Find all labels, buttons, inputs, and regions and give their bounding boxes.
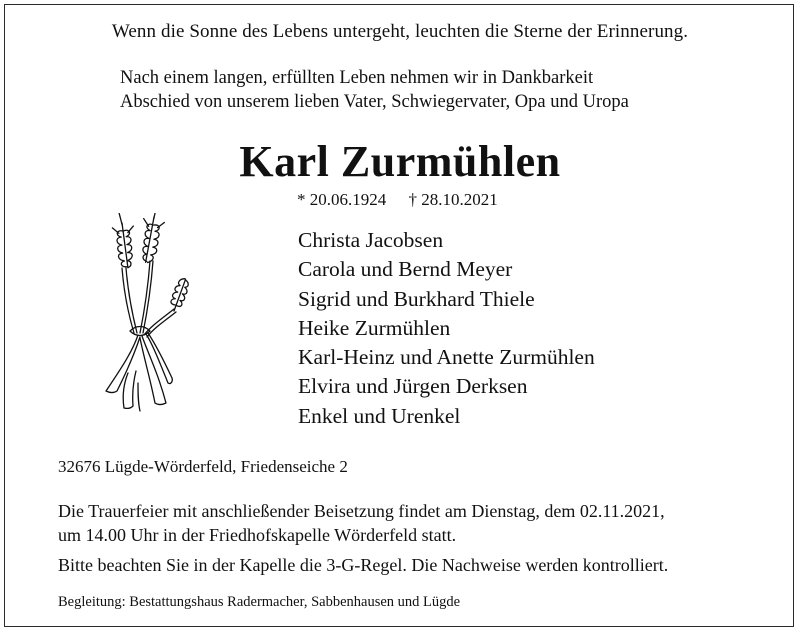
list-item: Carola und Bernd Meyer — [298, 257, 513, 282]
death-date: † 28.10.2021 — [408, 190, 498, 209]
intro-text — [120, 66, 629, 114]
birth-date: * 20.06.1924 — [297, 190, 387, 209]
covid-notice: Bitte beachten Sie in der Kapelle die 3-G-Regel. Die Nachweise werden kontrolliert. — [58, 555, 669, 575]
list-item: Christa Jacobsen — [298, 228, 444, 252]
life-dates — [297, 190, 498, 210]
family-address: 32676 Lügde-Wörderfeld, Friedenseiche 2 — [58, 457, 348, 476]
ceremony-line: Die Trauerfeier mit anschließender Beisetzung findet am Dienstag, dem 02.11.2021, — [58, 501, 665, 521]
wheat-bundle-icon — [98, 213, 208, 418]
ceremony-info — [58, 499, 665, 547]
funeral-home-credit: Begleitung: Bestattungshaus Radermacher, Sabbenhausen und Lügde — [58, 594, 461, 610]
list-item: Sigrid und Burkhard Thiele — [298, 286, 535, 311]
list-item: Enkel und Urenkel — [298, 403, 461, 428]
intro-line: Abschied von unserem lieben Vater, Schwiegervater, Opa und Uropa — [120, 92, 629, 112]
list-item: Karl-Heinz und Anette Zurmühlen — [298, 345, 595, 370]
mourners-list — [298, 226, 595, 431]
list-item: Elvira und Jürgen Derksen — [298, 374, 528, 399]
motto-line: Wenn die Sonne des Lebens untergeht, leuchten die Sterne der Erinnerung. — [111, 21, 689, 42]
intro-line: Nach einem langen, erfüllten Leben nehmen wir in Dankbarkeit — [120, 68, 594, 88]
list-item: Heike Zurmühlen — [298, 315, 451, 340]
ceremony-line: um 14.00 Uhr in der Friedhofskapelle Wörderfeld statt. — [58, 525, 457, 545]
deceased-name: Karl Zurmühlen — [239, 137, 561, 186]
